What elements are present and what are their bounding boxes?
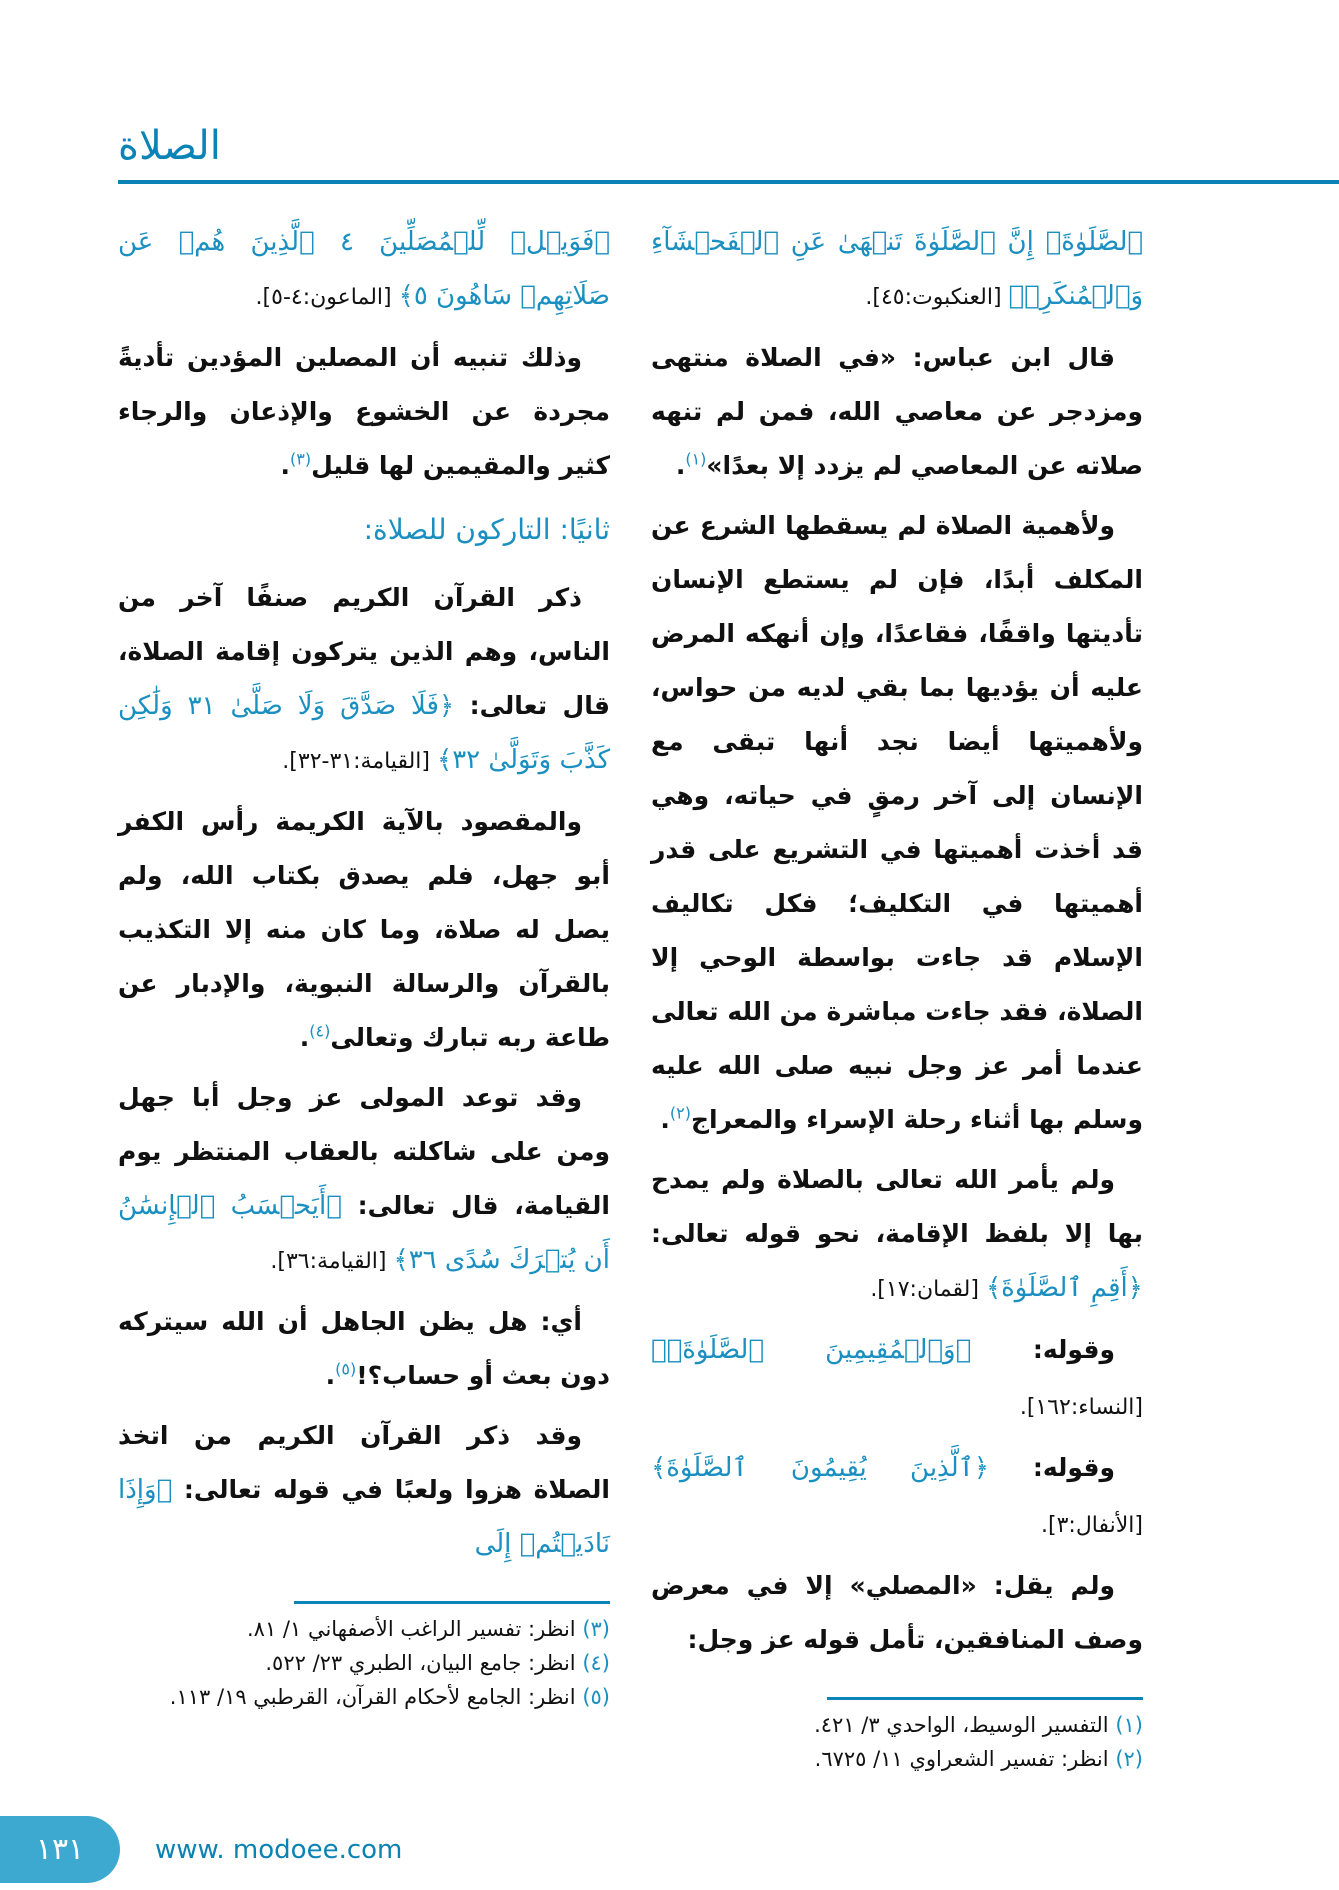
- paragraph: [651, 1323, 1143, 1435]
- footnote-number: (٢): [1115, 1747, 1143, 1771]
- footnote-marker: (٥): [335, 1359, 357, 1379]
- quran-verse: ﴿أَقِمِ ٱلصَّلَوٰةَ﴾: [985, 1273, 1143, 1303]
- body-text: ولأهمية الصلاة لم يسقطها الشرع عن المكلف أبدًا، فإن لم يستطع الإنسان تأديتها واقفًا، فقاعدًا، وإن أنهكه المرض عليه أن يؤديها بما بقي لديه من حواس، ولأهميتها أيضا نجد أنها تبقى مع الإنسان إلى آخر رمقٍ في حياته، وهي قد أخذت أهميتها في التشريع على قدر أهميتها في التكليف؛ فكل تكاليف الإسلام قد جاءت بواسطة الوحي إلا الصلاة، فقد جاءت مباشرة من الله تعالى عندما أمر عز وجل نبيه صلى الله عليه وسلم بها أثناء رحلة الإسراء والمعراج: [651, 511, 1143, 1134]
- right-column-wrapper: [651, 215, 1143, 1776]
- footnote-marker: (٣): [290, 449, 312, 469]
- footnote-number: (٥): [582, 1685, 610, 1709]
- paragraph: [651, 1559, 1143, 1667]
- body-text: ذكر القرآن الكريم صنفًا آخر من الناس، وهم الذين يتركون إقامة الصلاة، قال تعالى:: [118, 583, 610, 720]
- footnote-text: انظر: جامع البيان، الطبري ٢٣/ ٥٢٢.: [265, 1651, 576, 1675]
- body-text: قال ابن عباس: «في الصلاة منتهى ومزدجر عن معاصي الله، فمن لم تنهه صلاته عن المعاصي لم يزدد إلا بعدًا»: [651, 343, 1143, 480]
- verse-reference: [النساء:١٦٢].: [1019, 1395, 1143, 1420]
- chapter-title: الصلاة: [118, 123, 221, 169]
- page-number-badge: ١٣١: [0, 1816, 120, 1883]
- footnote-marker: (٤): [309, 1021, 331, 1041]
- quran-verse: ﴿ٱلَّذِينَ يُقِيمُونَ ٱلصَّلَوٰةَ﴾: [651, 1453, 990, 1483]
- paragraph: [118, 1409, 610, 1571]
- paragraph: [651, 499, 1143, 1147]
- verse-reference: [القيامة:٣١-٣٢].: [282, 749, 437, 774]
- footnotes-right: [651, 1708, 1143, 1776]
- paragraph: [118, 571, 610, 789]
- body-text: .: [299, 1023, 310, 1052]
- footnote-text: انظر: تفسير الشعراوي ١١/ ٦٧٢٥.: [814, 1747, 1109, 1771]
- quran-verse: ﴿أَيَحۡسَبُ ٱلۡإِنسَٰنُ أَن يُتۡرَكَ سُدًى ٣٦﴾: [118, 1191, 610, 1275]
- paragraph: [118, 1071, 610, 1289]
- verse-reference: [العنكبوت:٤٥].: [865, 285, 1009, 310]
- footnote: [651, 1708, 1143, 1742]
- footnote-number: (٤): [582, 1651, 610, 1675]
- section-heading: [118, 503, 610, 557]
- footnote-marker: (٢): [669, 1103, 691, 1123]
- verse-reference: [الأنفال:٣].: [1041, 1513, 1143, 1538]
- paragraph: [651, 1153, 1143, 1317]
- body-text: وقد ذكر القرآن الكريم من اتخذ الصلاة هزوا ولعبًا في قوله تعالى:: [118, 1421, 610, 1504]
- quran-verse: ﴿فَلَا صَدَّقَ وَلَا صَلَّىٰ ٣١ وَلَٰكِن كَذَّبَ وَتَوَلَّىٰ ٣٢﴾: [118, 691, 610, 775]
- footnote-divider-right: [827, 1697, 1143, 1700]
- section-heading: ثانيًا: التاركون للصلاة:: [363, 513, 610, 546]
- body-text: .: [325, 1361, 336, 1390]
- body-text: ولم يأمر الله تعالى بالصلاة ولم يمدح بها إلا بلفظ الإقامة، نحو قوله تعالى:: [651, 1165, 1143, 1248]
- website-link[interactable]: www. modoee.com: [155, 1835, 403, 1865]
- page-footer: [0, 1816, 1339, 1883]
- footnote-text: التفسير الوسيط، الواحدي ٣/ ٤٢١.: [814, 1713, 1109, 1737]
- footnote-text: انظر: الجامع لأحكام القرآن، القرطبي ١٩/ ١١٣.: [169, 1685, 576, 1709]
- footnote-text: انظر: تفسير الراغب الأصفهاني ١/ ٨١.: [246, 1617, 576, 1641]
- footnote-marker: (١): [685, 449, 707, 469]
- footnote: [118, 1612, 610, 1646]
- footnotes-left: [118, 1612, 610, 1714]
- verse-reference: [الماعون:٤-٥].: [255, 285, 399, 310]
- footnote: [651, 1742, 1143, 1776]
- footnote: [118, 1680, 610, 1714]
- quran-verse: ﴿وَإِذَا نَادَيۡتُمۡ إِلَى: [118, 1475, 610, 1559]
- paragraph: [118, 795, 610, 1065]
- body-text: ولم يقل: «المصلي» إلا في معرض وصف المنافقين، تأمل قوله عز وجل:: [651, 1571, 1143, 1654]
- body-text: أي: هل يظن الجاهل أن الله سيتركه دون بعث أو حساب؟!: [118, 1307, 610, 1390]
- footnote-divider-left: [294, 1601, 610, 1604]
- body-text: .: [675, 451, 686, 480]
- paragraph: [651, 215, 1143, 325]
- quran-verse: ٱلصَّلَوٰةَۖ إِنَّ ٱلصَّلَوٰةَ تَنۡهَىٰ عَنِ ٱلۡفَحۡشَآءِ وَٱلۡمُنكَرِۗ﴾: [651, 227, 1143, 311]
- body-text: وقوله:: [989, 1453, 1115, 1482]
- paragraph: [118, 215, 610, 325]
- body-text: وقوله:: [971, 1335, 1115, 1364]
- verse-reference: [القيامة:٣٦].: [270, 1249, 394, 1274]
- verse-reference: [لقمان:١٧].: [870, 1277, 986, 1302]
- paragraph: [118, 1295, 610, 1403]
- footnote-number: (٣): [582, 1617, 610, 1641]
- body-text: .: [280, 451, 290, 480]
- paragraph: [118, 331, 610, 493]
- body-text: وذلك تنبيه أن المصلين المؤدين تأديةً مجردة عن الخشوع والإذعان والرجاء كثير والمقيمين لها قليل: [118, 343, 610, 480]
- footnote: [118, 1646, 610, 1680]
- left-column-wrapper: [118, 215, 610, 1714]
- quran-verse: ﴿وَٱلۡمُقِيمِينَ ٱلصَّلَوٰةَۚ﴾: [651, 1335, 972, 1365]
- right-column: [651, 215, 1143, 1673]
- body-text: والمقصود بالآية الكريمة رأس الكفر أبو جهل، فلم يصدق بكتاب الله، ولم يصل له صلاة، وما كان منه إلا التكذيب بالقرآن والرسالة النبوية، والإدبار عن طاعة ربه تبارك وتعالى: [118, 807, 610, 1052]
- paragraph: [651, 331, 1143, 493]
- quran-verse: ﴿فَوَيۡلٞ لِّلۡمُصَلِّينَ ٤ ٱلَّذِينَ هُمۡ عَن صَلَاتِهِمۡ سَاهُونَ ٥﴾: [118, 227, 610, 311]
- body-text: وقد توعد المولى عز وجل أبا جهل ومن على شاكلته بالعقاب المنتظر يوم القيامة، قال تعالى:: [118, 1083, 610, 1220]
- footnote-number: (١): [1115, 1713, 1143, 1737]
- paragraph: [651, 1441, 1143, 1553]
- body-text: .: [660, 1105, 670, 1134]
- left-column: [118, 215, 610, 1577]
